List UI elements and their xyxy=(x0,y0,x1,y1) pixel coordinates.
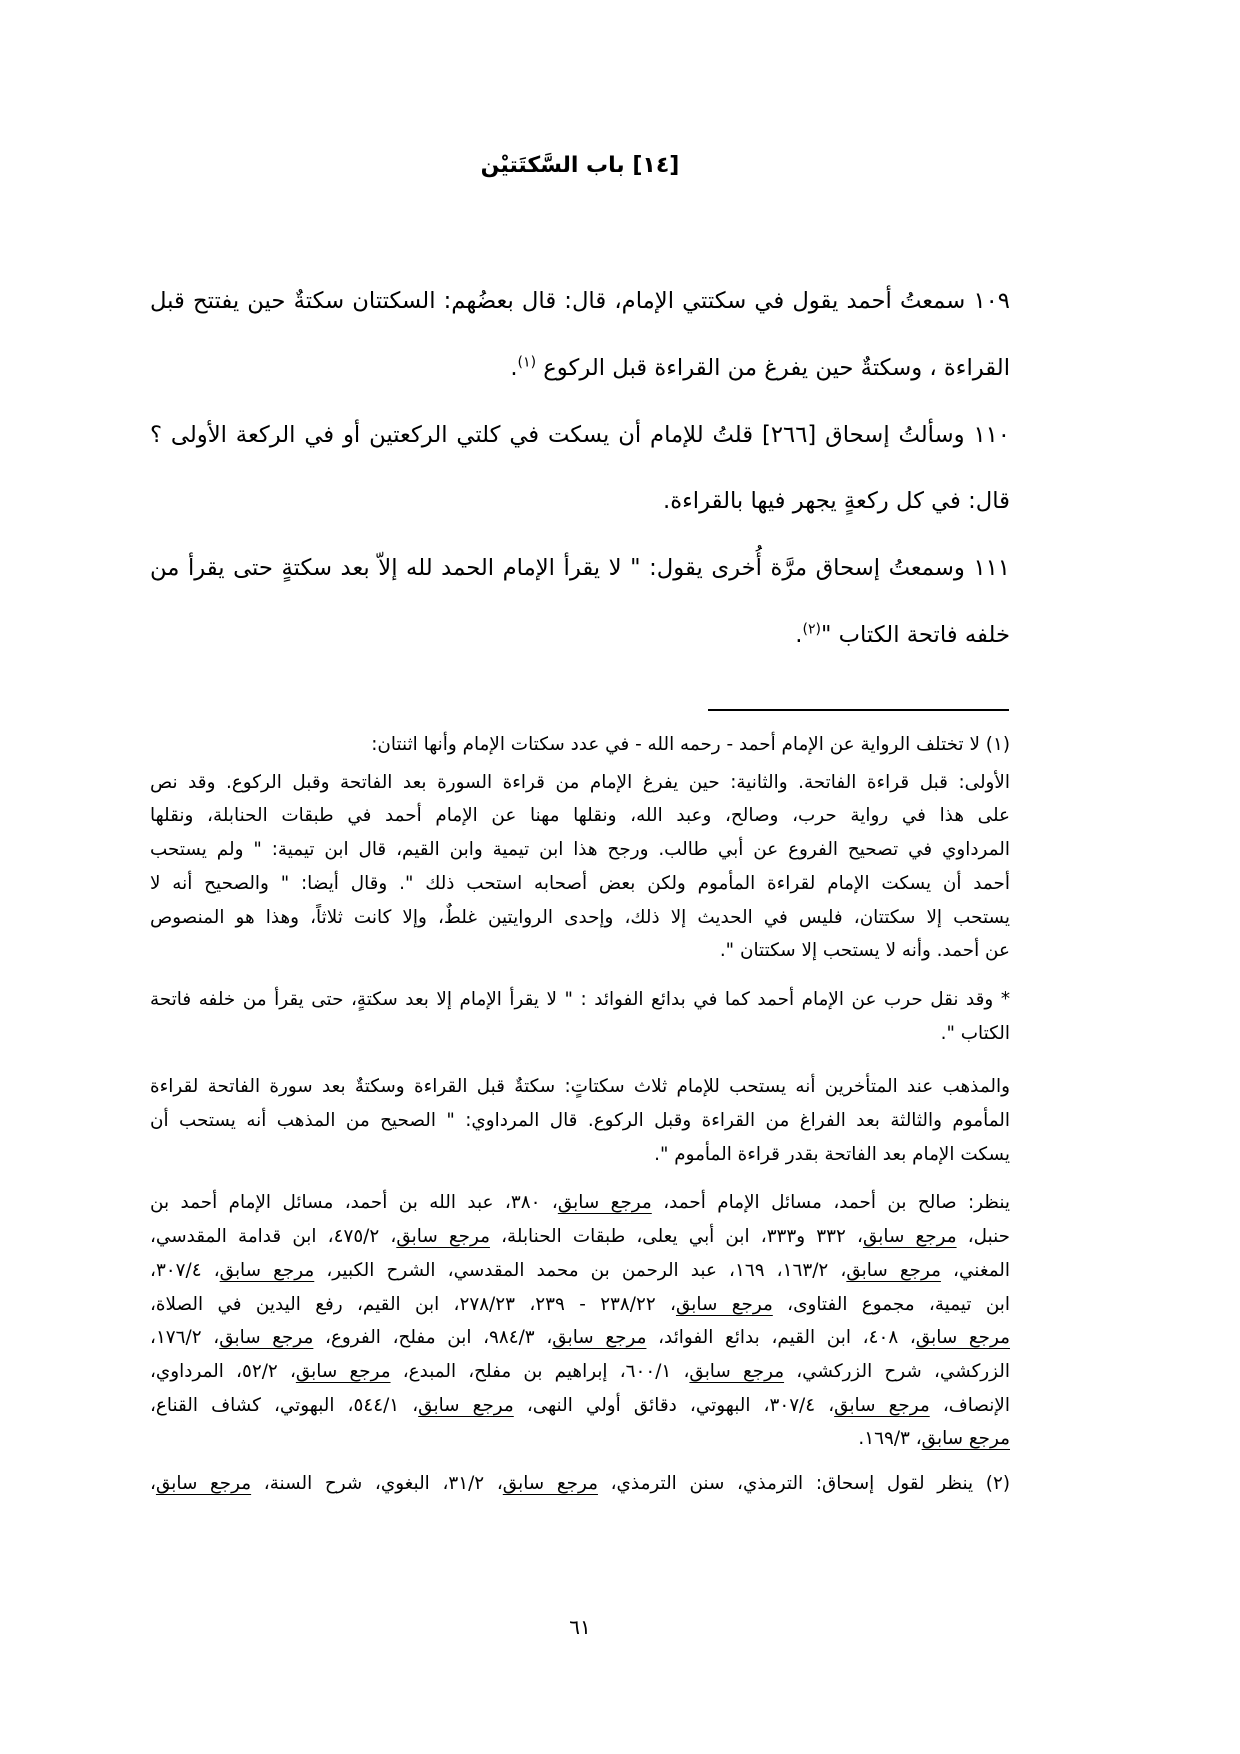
text-segment: الإنصاف، xyxy=(929,1394,1010,1416)
text-line xyxy=(150,1186,1010,1220)
paragraph xyxy=(150,983,1010,1050)
text-line xyxy=(150,983,1010,1017)
text-line xyxy=(150,402,1010,469)
text-segment: ينظر: صالح بن أحمد، مسائل الإمام أحمد، xyxy=(651,1192,1011,1214)
paragraph xyxy=(150,1186,1010,1456)
text-line xyxy=(150,833,1010,867)
text-line xyxy=(150,901,1010,935)
footnote-2 xyxy=(150,1467,1010,1501)
text-segment: ، ٥٤٤/١، البهوتي، كشاف القناع، xyxy=(150,1394,419,1416)
underlined-reference: مرجع سابق xyxy=(834,1394,930,1416)
text-line xyxy=(150,766,1010,800)
footnote-separator xyxy=(708,709,1009,711)
text-segment: . xyxy=(510,354,518,381)
text-segment: ، ٤٧٥/٢، ابن قدامة المقدسي، xyxy=(150,1226,397,1248)
text-line xyxy=(150,602,1010,669)
text-segment: (١) لا تختلف الرواية عن الإمام أحمد - رحمه الله - في عدد سكتات الإمام وأنها اثنتان: xyxy=(371,734,1010,755)
text-segment: خلفه فاتحة الكتاب " xyxy=(821,621,1010,648)
underlined-reference: مرجع سابق xyxy=(418,1394,514,1416)
text-line xyxy=(150,535,1010,602)
text-segment: ، ١٦٣/٢، ١٦٩، عبد الرحمن بن محمد المقدسي، الشرح الكبير، xyxy=(314,1259,847,1281)
text-segment: على هذا في رواية حرب، وصالح، وعبد الله، ونقلها مهنا عن الإمام أحمد في طبقات الحنابلة، ونقلها xyxy=(150,805,1010,827)
text-line xyxy=(150,1321,1010,1355)
footnotes xyxy=(150,728,1010,1501)
text-line xyxy=(150,1138,1010,1172)
underlined-reference: مرجع سابق xyxy=(846,1259,941,1281)
text-segment: المغني، xyxy=(940,1259,1010,1281)
text-segment: الكتاب ". xyxy=(940,1022,1010,1044)
text-segment: الزركشي، شرح الزركشي، xyxy=(784,1360,1011,1382)
text-segment: المرداوي في تصحيح الفروع عن أبي طالب. ورجح هذا ابن تيمية وابن القيم، قال ابن تيمية: " ولم يستحب xyxy=(150,839,1010,861)
text-segment: ، ١٧٦/٢، xyxy=(150,1327,220,1349)
text-segment: ، xyxy=(150,1473,156,1495)
text-line xyxy=(150,934,1010,968)
chapter-title: [١٤] باب السَّكتَتيْن xyxy=(480,153,680,178)
text-segment: ، ١٦٩/٣. xyxy=(858,1428,922,1450)
text-line xyxy=(150,1389,1010,1423)
text-line xyxy=(150,1220,1010,1254)
text-segment: ، ٢٣٨/٢٢ - ٢٣٩، ٢٧٨/٢٣، ابن القيم، رفع اليدين في الصلاة، xyxy=(150,1293,676,1315)
text-segment: ، ٦٠٠/١، إبراهيم بن مفلح، المبدع، xyxy=(390,1360,690,1382)
text-line xyxy=(150,1104,1010,1138)
text-segment: يسكت الإمام بعد الفاتحة بقدر قراءة المأموم ". xyxy=(654,1143,1010,1165)
text-segment: ١٠٩ سمعتُ أحمد يقول في سكتتي الإمام، قال: قال بعضُهم: السكتتان سكتةٌ حين يفتتح قبل xyxy=(150,288,1010,314)
underlined-reference: مرجع سابق xyxy=(396,1226,490,1248)
paragraph xyxy=(150,535,1010,669)
underlined-reference: مرجع سابق xyxy=(155,1473,252,1495)
text-segment: يستحب إلا سكتتان، فليس في الحديث إلا ذلك، وإحدى الروايتين غلطٌ، وإلا كانت ثلاثاً، وهذا هو المنصوص xyxy=(150,906,1010,928)
footnote-marker: (٢) xyxy=(802,621,821,638)
paragraph xyxy=(150,766,1010,968)
text-line xyxy=(150,1254,1010,1288)
underlined-reference: مرجع سابق xyxy=(557,1192,652,1214)
text-segment: الأولى: قبل قراءة الفاتحة. والثانية: حين يفرغ الإمام من قراءة السورة بعد الفاتحة وقبل الركوع. وقد نص xyxy=(150,771,1010,793)
text-segment: ، ٩٨٤/٣، ابن مفلح، الفروع، xyxy=(313,1327,553,1349)
underlined-reference: مرجع سابق xyxy=(219,1327,314,1349)
text-line xyxy=(150,728,1010,762)
paragraph xyxy=(150,1467,1010,1501)
underlined-reference: مرجع سابق xyxy=(675,1293,773,1315)
text-segment: قال: في كل ركعةٍ يجهر فيها بالقراءة. xyxy=(663,488,1010,515)
underlined-reference: مرجع سابق xyxy=(219,1259,315,1281)
text-segment: ، ٣٠٧/٤، xyxy=(150,1259,220,1281)
text-segment: * وقد نقل حرب عن الإمام أحمد كما في بدائع الفوائد : " لا يقرأ الإمام إلا بعد سكتةٍ، حتى يقرأ من خلفه فاتحة xyxy=(150,988,1010,1010)
text-line xyxy=(150,335,1010,402)
paragraph xyxy=(150,268,1010,402)
footnote-marker: (١) xyxy=(517,354,537,371)
paragraph xyxy=(150,1070,1010,1171)
text-segment: حنبل، xyxy=(956,1226,1011,1248)
text-segment: ، ٣١/٢، البغوي، شرح السنة، xyxy=(251,1473,503,1495)
text-segment: ، ٣٠٧/٤، البهوتي، دقائق أولي النهى، xyxy=(513,1394,835,1416)
page-number: ٦١ xyxy=(569,1615,591,1639)
underlined-reference: مرجع سابق xyxy=(295,1360,391,1382)
text-segment: ١١٠ وسألتُ إسحاق [٢٦٦] قلتُ للإمام أن يسكت في كلتي الركعتين أو في الركعة الأولى ؟ xyxy=(150,421,1010,448)
text-line xyxy=(150,1355,1010,1389)
underlined-reference: مرجع سابق xyxy=(689,1360,785,1382)
text-segment: ، ٣٣٢ و٣٣٣، ابن أبي يعلى، طبقات الحنابلة، xyxy=(489,1226,863,1248)
main-text xyxy=(150,268,1010,669)
paragraph xyxy=(150,728,1010,762)
text-line xyxy=(150,1070,1010,1104)
text-line xyxy=(150,468,1010,535)
underlined-reference: مرجع سابق xyxy=(915,1327,1010,1349)
text-line xyxy=(150,1422,1010,1456)
text-line xyxy=(150,1288,1010,1322)
text-segment: والمذهب عند المتأخرين أنه يستحب للإمام ثلاث سكتاتٍ: سكتةٌ قبل القراءة وسكتةٌ بعد سورة الفاتحة لقراءة xyxy=(150,1076,1010,1098)
text-line xyxy=(150,867,1010,901)
paragraph xyxy=(150,402,1010,536)
text-segment: ، ٤٠٨، ابن القيم، بدائع الفوائد، xyxy=(646,1327,916,1349)
text-segment: المأموم والثالثة بعد الفراغ من القراءة وقبل الركوع. قال المرداوي: " الصحيح من المذهب أنه يستحب أن xyxy=(150,1110,1010,1132)
text-segment: . xyxy=(795,621,803,648)
text-segment: ، ٥٢/٢، المرداوي، xyxy=(150,1360,296,1382)
underlined-reference: مرجع سابق xyxy=(502,1473,598,1495)
text-line xyxy=(150,799,1010,833)
text-line xyxy=(150,1017,1010,1051)
text-segment: ١١١ وسمعتُ إسحاق مرَّة أُخرى يقول: " لا يقرأ الإمام الحمد لله إلاّ بعد سكتةٍ حتى يقرأ من xyxy=(150,555,1010,582)
underlined-reference: مرجع سابق xyxy=(862,1226,957,1248)
text-segment: عن أحمد. وأنه لا يستحب إلا سكتتان ". xyxy=(719,940,1010,962)
text-segment: (٢) ينظر لقول إسحاق: الترمذي، سنن الترمذي، xyxy=(597,1473,1010,1495)
text-segment: ، ٣٨٠، عبد الله بن أحمد، مسائل الإمام أحمد بن xyxy=(150,1192,558,1214)
footnote-1 xyxy=(150,728,1010,1456)
text-segment: أحمد أن يسكت الإمام لقراءة المأموم ولكن بعض أصحابه استحب ذلك ". وقال أيضا: " والصحيح أنه لا xyxy=(150,872,1010,894)
text-line xyxy=(150,1467,1010,1501)
text-line xyxy=(150,268,1010,335)
text-segment: ابن تيمية، مجموع الفتاوى، xyxy=(772,1293,1011,1315)
text-segment: القراءة ، وسكتةٌ حين يفرغ من القراءة قبل الركوع xyxy=(536,354,1010,381)
underlined-reference: مرجع سابق xyxy=(921,1428,1010,1450)
underlined-reference: مرجع سابق xyxy=(552,1327,647,1349)
